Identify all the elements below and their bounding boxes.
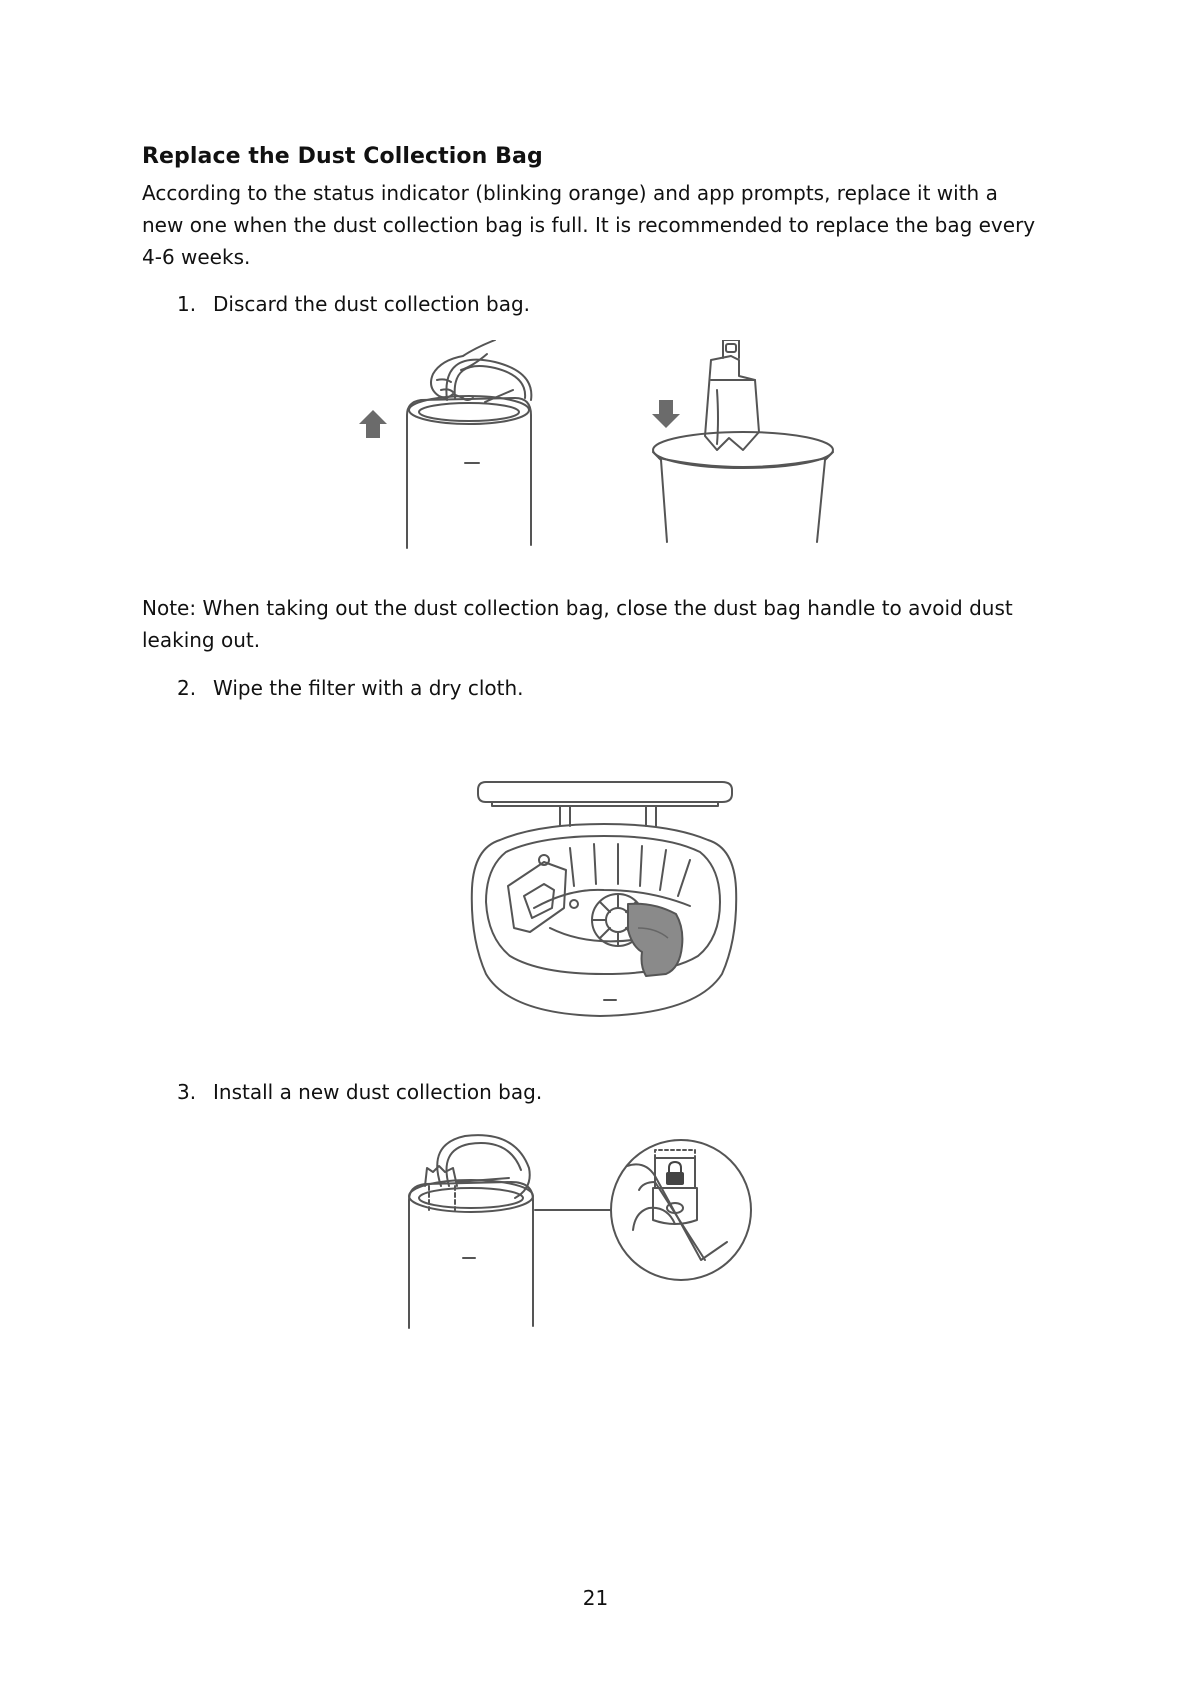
wipe-filter-illustration [470, 778, 740, 1030]
step-1-text: Discard the dust collection bag. [213, 292, 531, 316]
step-3 [177, 1076, 542, 1108]
figure-discard-bag [355, 340, 845, 550]
cloth-icon [628, 904, 682, 976]
up-arrow-icon [359, 410, 387, 438]
discard-bag-illustration [355, 340, 845, 550]
down-arrow-icon [652, 400, 680, 428]
step-3-number: 3. [177, 1080, 197, 1104]
step-2 [177, 672, 524, 704]
install-bag-illustration [405, 1130, 760, 1330]
step-1-number: 1. [177, 292, 197, 316]
page-number: 21 [582, 1586, 609, 1610]
intro-paragraph: According to the status indicator (blinking orange) and app prompts, replace it with a new one when the dust collection bag is full. It is recommended to replace the bag every 4-6 weeks. [142, 181, 1036, 269]
figure-wipe-filter [470, 778, 740, 1030]
lock-icon [666, 1162, 684, 1185]
section-heading: Replace the Dust Collection Bag [142, 144, 543, 169]
step-3-text: Install a new dust collection bag. [213, 1080, 543, 1104]
note-paragraph: Note: When taking out the dust collection bag, close the dust bag handle to avoid dust leaking out. [142, 596, 1013, 652]
step-2-number: 2. [177, 676, 197, 700]
step-1 [177, 288, 530, 320]
step-2-text: Wipe the filter with a dry cloth. [213, 676, 524, 700]
figure-install-bag [405, 1130, 760, 1330]
